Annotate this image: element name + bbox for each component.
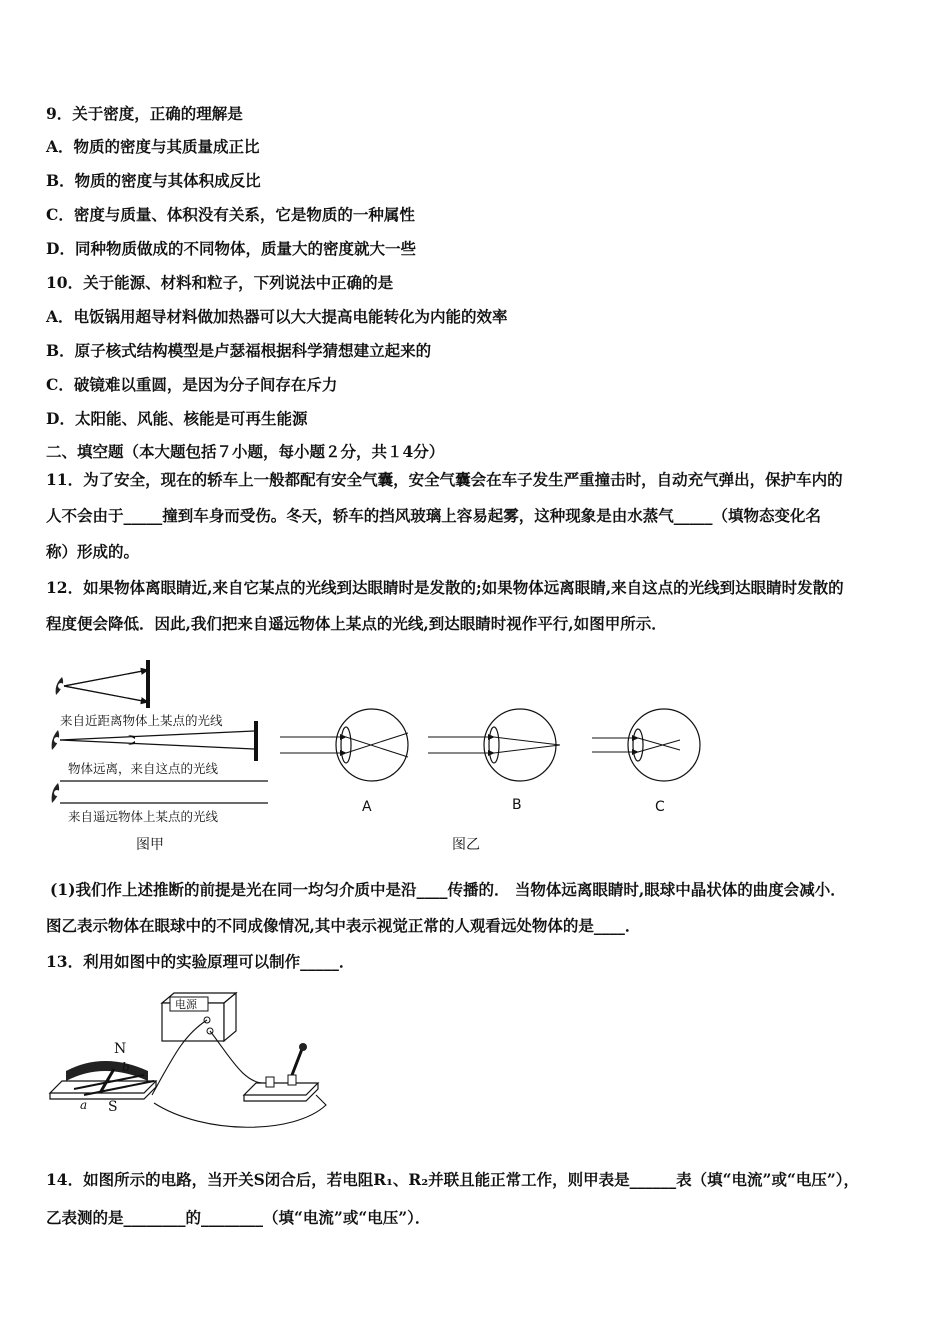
magnet-rails: [50, 1041, 156, 1115]
q11-line3: 称）形成的。: [46, 542, 140, 561]
fig-caption-a: 图甲: [136, 837, 164, 853]
q9-option-c: C．密度与质量、体积没有关系，它是物质的一种属性: [46, 205, 415, 224]
s-label: S: [108, 1099, 118, 1115]
fig-caption-b: 图乙: [452, 837, 480, 853]
q13-figure: [44, 985, 344, 1135]
q12-figure: [40, 655, 740, 855]
power-supply-box: [162, 993, 236, 1041]
eye-c-label: C: [655, 799, 665, 815]
q10-stem: 10．关于能源、材料和粒子，下列说法中正确的是: [46, 273, 394, 292]
switch-icon: [244, 1043, 318, 1101]
q10-option-b: B．原子核式结构模型是卢瑟福根据科学猜想建立起来的: [46, 341, 432, 360]
q9-option-a: A．物质的密度与其质量成正比: [46, 137, 260, 156]
q10-option-a: A．电饭锅用超导材料做加热器可以大大提高电能转化为内能的效率: [46, 307, 508, 326]
fig-label-far: 物体远离，来自这点的光线: [68, 761, 219, 776]
q14-line1: 14．如图所示的电路，当开关S闭合后，若电阻R₁、R₂并联且能正常工作，则甲表是______表（填“电流”或“电压”），: [46, 1170, 860, 1189]
q10-option-d: D．太阳能、风能、核能是可再生能源: [46, 409, 308, 428]
eye-icon: [52, 783, 60, 803]
q9-option-d: D．同种物质做成的不同物体，质量大的密度就大一些: [46, 239, 416, 258]
q12-line1: 12．如果物体离眼睛近,来自它某点的光线到达眼睛时是发散的;如果物体远离眼睛,来自这点的光线到达眼睛时发散的: [46, 578, 844, 597]
section-heading: 二、填空题（本大题包括７小题，每小题２分，共１4分）: [46, 442, 445, 461]
q14-line2: 乙表测的是________的________（填“电流”或“电压”）．: [46, 1208, 431, 1227]
eye-icon: [52, 730, 60, 750]
n-label: N: [114, 1041, 127, 1057]
q12-line2: 程度便会降低．因此,我们把来自遥远物体上某点的光线,到达眼睛时视作平行,如图甲所示．: [46, 614, 667, 633]
q12-sub2: 图乙表示物体在眼球中的不同成像情况,其中表示视觉正常的人观看远处物体的是____．: [46, 916, 641, 935]
fig-label-near: 来自近距离物体上某点的光线: [60, 713, 223, 728]
q11-line2: 人不会由于_____撞到车身而受伤。冬天，轿车的挡风玻璃上容易起雾，这种现象是由水蒸气_____（填物态变化名: [46, 506, 822, 525]
eye-diagram-a: [280, 709, 408, 815]
object-bar: [254, 721, 258, 761]
q13-stem: 13．利用如图中的实验原理可以制作_____．: [46, 952, 355, 971]
eye-a-label: A: [362, 799, 372, 815]
power-label: 电源: [175, 998, 197, 1011]
object-bar: [146, 660, 150, 708]
q11-line1: 11．为了安全，现在的轿车上一般都配有安全气囊，安全气囊会在车子发生严重撞击时，自动充气弹出，保护车内的: [46, 470, 843, 489]
eye-icon: [56, 677, 64, 695]
eye-b-label: B: [512, 797, 522, 813]
b-label: b: [122, 1060, 130, 1074]
q12-sub1: (1)我们作上述推断的前提是光在同一均匀介质中是沿____传播的． 当物体远离眼睛时,眼球中晶状体的曲度会减小．: [50, 880, 846, 899]
eye-diagram-c: [592, 709, 700, 815]
fig-label-remote: 来自遥远物体上某点的光线: [68, 809, 219, 824]
q9-stem: 9．关于密度，正确的理解是: [46, 104, 243, 123]
eye-diagram-b: [428, 709, 560, 813]
q10-option-c: C．破镜难以重圆，是因为分子间存在斥力: [46, 375, 338, 394]
q9-option-b: B．物质的密度与其体积成反比: [46, 171, 261, 190]
a-label: a: [80, 1098, 88, 1112]
